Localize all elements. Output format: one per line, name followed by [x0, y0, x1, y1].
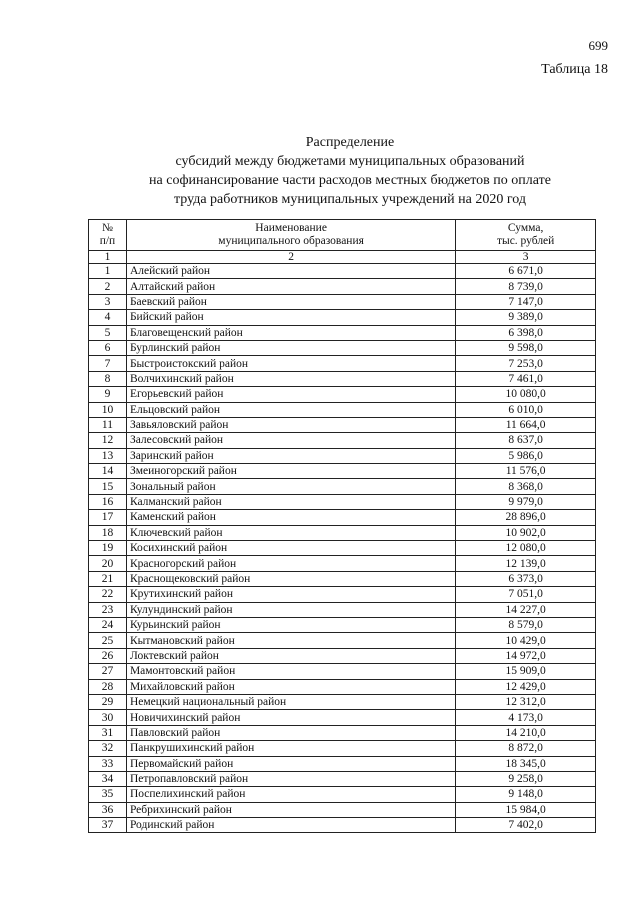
row-number-cell: 28	[89, 679, 127, 694]
municipality-name-cell: Косихинский район	[126, 541, 455, 556]
amount-cell: 9 148,0	[456, 787, 596, 802]
amount-cell: 9 598,0	[456, 340, 596, 355]
amount-cell: 8 637,0	[456, 433, 596, 448]
municipality-name-cell: Алтайский район	[126, 279, 455, 294]
amount-cell: 7 461,0	[456, 371, 596, 386]
amount-cell: 15 909,0	[456, 664, 596, 679]
table-row	[89, 433, 596, 448]
municipality-name-cell: Быстроистокский район	[126, 356, 455, 371]
table-header-row	[89, 220, 596, 251]
row-number-cell: 20	[89, 556, 127, 571]
header-sum	[456, 220, 596, 251]
row-number-cell: 32	[89, 741, 127, 756]
municipality-name-cell: Залесовский район	[126, 433, 455, 448]
amount-cell: 14 227,0	[456, 602, 596, 617]
table-row	[89, 340, 596, 355]
municipality-name-cell: Новичихинский район	[126, 710, 455, 725]
amount-cell: 7 402,0	[456, 818, 596, 833]
municipality-name-cell: Мамонтовский район	[126, 664, 455, 679]
municipality-name-cell: Ключевский район	[126, 525, 455, 540]
municipality-name-cell: Бурлинский район	[126, 340, 455, 355]
title-line: субсидий между бюджетами муниципальных образований	[175, 154, 525, 169]
municipality-name-cell: Кытмановский район	[126, 633, 455, 648]
amount-cell: 10 429,0	[456, 633, 596, 648]
amount-cell: 7 051,0	[456, 587, 596, 602]
column-index-row	[89, 251, 596, 264]
table-row	[89, 818, 596, 833]
amount-cell: 14 972,0	[456, 648, 596, 663]
amount-cell: 7 253,0	[456, 356, 596, 371]
row-number-cell: 37	[89, 818, 127, 833]
table-row	[89, 479, 596, 494]
table-row	[89, 710, 596, 725]
municipality-name-cell: Краснощековский район	[126, 571, 455, 586]
table-row	[89, 587, 596, 602]
title-line: Распределение	[305, 135, 395, 150]
row-number-cell: 16	[89, 494, 127, 509]
amount-cell: 11 576,0	[456, 464, 596, 479]
row-number-cell: 25	[89, 633, 127, 648]
municipality-name-cell: Зональный район	[126, 479, 455, 494]
municipality-name-cell: Михайловский район	[126, 679, 455, 694]
row-number-cell: 29	[89, 694, 127, 709]
row-number-cell: 17	[89, 510, 127, 525]
municipality-name-cell: Первомайский район	[126, 756, 455, 771]
table-row	[89, 771, 596, 786]
municipality-name-cell: Панкрушихинский район	[126, 741, 455, 756]
table-row	[89, 787, 596, 802]
amount-cell: 5 986,0	[456, 448, 596, 463]
table-row	[89, 356, 596, 371]
amount-cell: 8 872,0	[456, 741, 596, 756]
amount-cell: 12 139,0	[456, 556, 596, 571]
municipality-name-cell: Павловский район	[126, 725, 455, 740]
municipality-name-cell: Змеиногорский район	[126, 464, 455, 479]
table-row	[89, 802, 596, 817]
municipality-name-cell: Ельцовский район	[126, 402, 455, 417]
row-number-cell: 14	[89, 464, 127, 479]
municipality-name-cell: Волчихинский район	[126, 371, 455, 386]
municipality-name-cell: Ребрихинский район	[126, 802, 455, 817]
row-number-cell: 36	[89, 802, 127, 817]
table-row	[89, 417, 596, 432]
table-row	[89, 402, 596, 417]
municipality-name-cell: Благовещенский район	[126, 325, 455, 340]
amount-cell: 18 345,0	[456, 756, 596, 771]
table-row	[89, 741, 596, 756]
table-row	[89, 264, 596, 279]
document-title	[70, 133, 630, 209]
row-number-cell: 13	[89, 448, 127, 463]
municipality-name-cell: Каменский район	[126, 510, 455, 525]
amount-cell: 14 210,0	[456, 725, 596, 740]
municipality-name-cell: Завьяловский район	[126, 417, 455, 432]
amount-cell: 4 173,0	[456, 710, 596, 725]
table-row	[89, 664, 596, 679]
municipality-name-cell: Кулундинский район	[126, 602, 455, 617]
header-number-line1: №	[101, 222, 113, 234]
table-row	[89, 648, 596, 663]
table-row	[89, 525, 596, 540]
amount-cell: 6 373,0	[456, 571, 596, 586]
column-index-cell: 2	[126, 251, 455, 264]
amount-cell: 12 080,0	[456, 541, 596, 556]
table-row	[89, 510, 596, 525]
column-index-cell: 1	[89, 251, 127, 264]
municipality-name-cell: Локтевский район	[126, 648, 455, 663]
amount-cell: 9 389,0	[456, 310, 596, 325]
row-number-cell: 11	[89, 417, 127, 432]
table-row	[89, 294, 596, 309]
row-number-cell: 15	[89, 479, 127, 494]
header-name	[126, 220, 455, 251]
row-number-cell: 4	[89, 310, 127, 325]
header-number	[89, 220, 127, 251]
row-number-cell: 30	[89, 710, 127, 725]
row-number-cell: 22	[89, 587, 127, 602]
row-number-cell: 5	[89, 325, 127, 340]
row-number-cell: 3	[89, 294, 127, 309]
row-number-cell: 8	[89, 371, 127, 386]
table-row	[89, 725, 596, 740]
table-row	[89, 371, 596, 386]
amount-cell: 10 080,0	[456, 387, 596, 402]
table-row	[89, 541, 596, 556]
municipality-name-cell: Егорьевский район	[126, 387, 455, 402]
amount-cell: 7 147,0	[456, 294, 596, 309]
row-number-cell: 18	[89, 525, 127, 540]
row-number-cell: 24	[89, 617, 127, 632]
amount-cell: 9 258,0	[456, 771, 596, 786]
row-number-cell: 2	[89, 279, 127, 294]
amount-cell: 12 429,0	[456, 679, 596, 694]
amount-cell: 6 398,0	[456, 325, 596, 340]
header-number-line2: п/п	[99, 235, 116, 247]
table-row	[89, 310, 596, 325]
municipality-name-cell: Алейский район	[126, 264, 455, 279]
amount-cell: 8 368,0	[456, 479, 596, 494]
table-row	[89, 325, 596, 340]
table-row	[89, 694, 596, 709]
municipality-name-cell: Бийский район	[126, 310, 455, 325]
table-row	[89, 279, 596, 294]
municipality-name-cell: Поспелихинский район	[126, 787, 455, 802]
row-number-cell: 10	[89, 402, 127, 417]
table-row	[89, 448, 596, 463]
table-row	[89, 556, 596, 571]
amount-cell: 6 010,0	[456, 402, 596, 417]
amount-cell: 9 979,0	[456, 494, 596, 509]
table-row	[89, 387, 596, 402]
subsidy-distribution-table	[88, 219, 596, 833]
row-number-cell: 23	[89, 602, 127, 617]
row-number-cell: 31	[89, 725, 127, 740]
table-row	[89, 617, 596, 632]
column-index-cell: 3	[456, 251, 596, 264]
table-row	[89, 679, 596, 694]
row-number-cell: 33	[89, 756, 127, 771]
row-number-cell: 35	[89, 787, 127, 802]
row-number-cell: 12	[89, 433, 127, 448]
amount-cell: 12 312,0	[456, 694, 596, 709]
row-number-cell: 9	[89, 387, 127, 402]
table-row	[89, 602, 596, 617]
amount-cell: 28 896,0	[456, 510, 596, 525]
table-body	[89, 264, 596, 833]
row-number-cell: 19	[89, 541, 127, 556]
municipality-name-cell: Курьинский район	[126, 617, 455, 632]
amount-cell: 15 984,0	[456, 802, 596, 817]
municipality-name-cell: Петропавловский район	[126, 771, 455, 786]
header-sum-line2: тыс. рублей	[496, 235, 555, 247]
amount-cell: 11 664,0	[456, 417, 596, 432]
table-row	[89, 494, 596, 509]
amount-cell: 8 739,0	[456, 279, 596, 294]
municipality-name-cell: Баевский район	[126, 294, 455, 309]
municipality-name-cell: Крутихинский район	[126, 587, 455, 602]
municipality-name-cell: Родинский район	[126, 818, 455, 833]
row-number-cell: 21	[89, 571, 127, 586]
municipality-name-cell: Красногорский район	[126, 556, 455, 571]
title-line: на софинансирование части расходов местных бюджетов по оплате	[149, 173, 551, 188]
amount-cell: 8 579,0	[456, 617, 596, 632]
row-number-cell: 7	[89, 356, 127, 371]
row-number-cell: 27	[89, 664, 127, 679]
header-name-line2: муниципального образования	[218, 235, 364, 247]
title-line: труда работников муниципальных учреждений на 2020 год	[173, 192, 526, 207]
row-number-cell: 34	[89, 771, 127, 786]
municipality-name-cell: Немецкий национальный район	[126, 694, 455, 709]
municipality-name-cell: Калманский район	[126, 494, 455, 509]
table-row	[89, 756, 596, 771]
amount-cell: 6 671,0	[456, 264, 596, 279]
municipality-name-cell: Заринский район	[126, 448, 455, 463]
table-row	[89, 571, 596, 586]
header-sum-line1: Сумма,	[507, 222, 544, 234]
header-name-line1: Наименование	[255, 222, 327, 234]
table-row	[89, 633, 596, 648]
row-number-cell: 26	[89, 648, 127, 663]
row-number-cell: 1	[89, 264, 127, 279]
table-row	[89, 464, 596, 479]
page-number: 699	[588, 38, 608, 53]
amount-cell: 10 902,0	[456, 525, 596, 540]
table-label: Таблица 18	[541, 62, 608, 77]
row-number-cell: 6	[89, 340, 127, 355]
